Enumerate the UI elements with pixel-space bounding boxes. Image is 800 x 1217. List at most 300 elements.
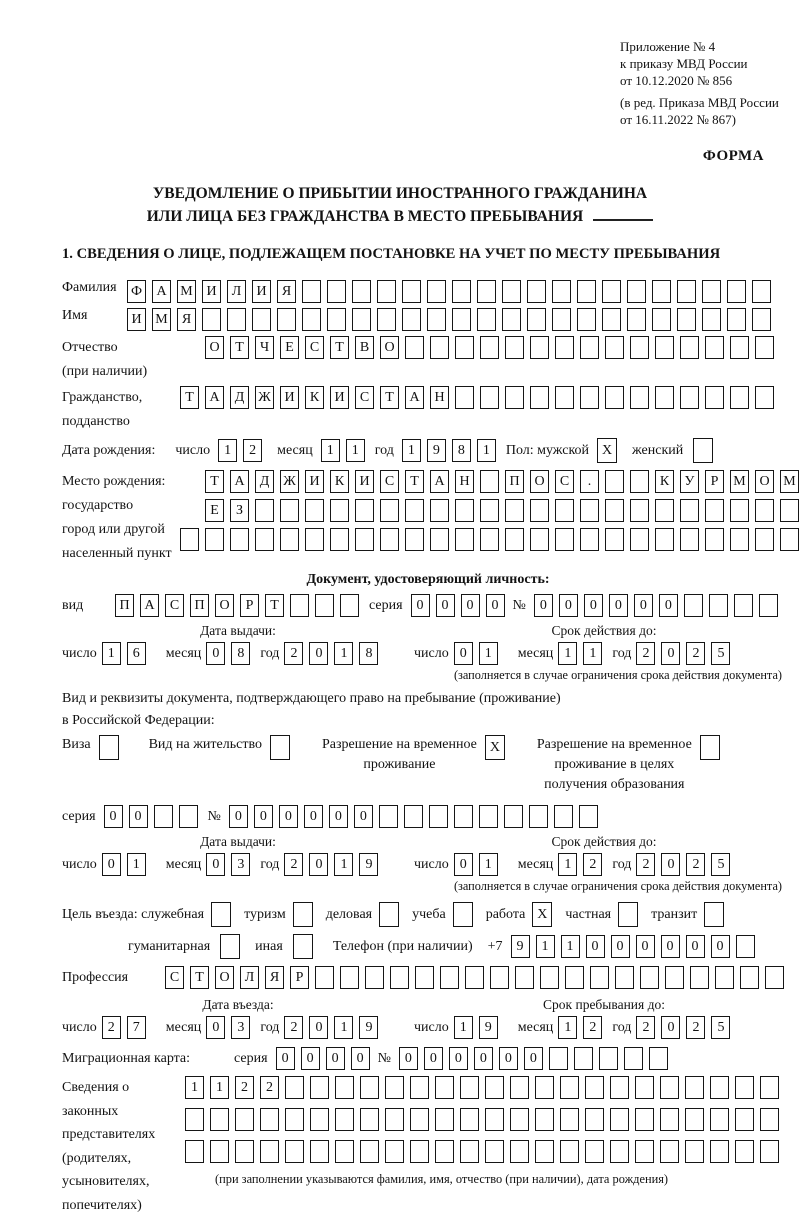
form-cell[interactable] bbox=[227, 308, 246, 331]
form-cell[interactable] bbox=[360, 1108, 379, 1131]
form-cell[interactable]: О bbox=[530, 470, 549, 493]
form-cell[interactable] bbox=[485, 1076, 504, 1099]
form-cell[interactable] bbox=[505, 336, 524, 359]
form-cell[interactable]: 2 bbox=[686, 1016, 705, 1039]
form-cell[interactable] bbox=[635, 1140, 654, 1163]
form-cell[interactable]: 1 bbox=[334, 853, 353, 876]
form-cell[interactable] bbox=[440, 966, 459, 989]
form-cell[interactable] bbox=[752, 280, 771, 303]
form-cell[interactable] bbox=[585, 1076, 604, 1099]
form-cell[interactable]: 0 bbox=[104, 805, 123, 828]
form-cell[interactable] bbox=[660, 1140, 679, 1163]
form-cell[interactable]: 6 bbox=[127, 642, 146, 665]
form-cell[interactable]: 0 bbox=[329, 805, 348, 828]
form-cell[interactable] bbox=[385, 1108, 404, 1131]
purpose-transit-checkbox[interactable] bbox=[704, 902, 724, 927]
form-cell[interactable] bbox=[759, 594, 778, 617]
form-cell[interactable]: 1 bbox=[536, 935, 555, 958]
form-cell[interactable] bbox=[655, 528, 674, 551]
form-cell[interactable]: С bbox=[355, 386, 374, 409]
form-cell[interactable]: О bbox=[755, 470, 774, 493]
form-cell[interactable] bbox=[630, 470, 649, 493]
form-cell[interactable]: Р bbox=[705, 470, 724, 493]
form-cell[interactable]: Е bbox=[280, 336, 299, 359]
form-cell[interactable] bbox=[555, 336, 574, 359]
form-cell[interactable]: 3 bbox=[231, 1016, 250, 1039]
form-cell[interactable]: Т bbox=[230, 336, 249, 359]
form-cell[interactable] bbox=[405, 336, 424, 359]
form-cell[interactable]: 0 bbox=[486, 594, 505, 617]
form-cell[interactable]: 7 bbox=[127, 1016, 146, 1039]
form-cell[interactable]: 0 bbox=[499, 1047, 518, 1070]
form-cell[interactable] bbox=[660, 1076, 679, 1099]
form-cell[interactable]: Т bbox=[205, 470, 224, 493]
form-cell[interactable] bbox=[555, 386, 574, 409]
form-cell[interactable] bbox=[277, 308, 296, 331]
form-cell[interactable] bbox=[599, 1047, 618, 1070]
form-cell[interactable]: С bbox=[165, 966, 184, 989]
form-cell[interactable] bbox=[705, 386, 724, 409]
form-cell[interactable] bbox=[710, 1140, 729, 1163]
form-cell[interactable] bbox=[630, 386, 649, 409]
form-cell[interactable] bbox=[730, 386, 749, 409]
form-cell[interactable] bbox=[330, 528, 349, 551]
form-cell[interactable] bbox=[680, 386, 699, 409]
form-cell[interactable] bbox=[327, 308, 346, 331]
form-cell[interactable] bbox=[365, 966, 384, 989]
form-cell[interactable] bbox=[460, 1076, 479, 1099]
form-cell[interactable] bbox=[740, 966, 759, 989]
form-cell[interactable]: М bbox=[780, 470, 799, 493]
form-cell[interactable]: 2 bbox=[636, 853, 655, 876]
form-cell[interactable]: И bbox=[355, 470, 374, 493]
form-cell[interactable] bbox=[685, 1140, 704, 1163]
form-cell[interactable] bbox=[429, 805, 448, 828]
purpose-tourism-checkbox[interactable] bbox=[293, 902, 313, 927]
form-cell[interactable] bbox=[385, 1076, 404, 1099]
form-cell[interactable] bbox=[560, 1076, 579, 1099]
form-cell[interactable] bbox=[505, 386, 524, 409]
form-cell[interactable] bbox=[315, 594, 334, 617]
form-cell[interactable]: 0 bbox=[686, 935, 705, 958]
form-cell[interactable] bbox=[452, 308, 471, 331]
form-cell[interactable] bbox=[327, 280, 346, 303]
form-cell[interactable]: Д bbox=[255, 470, 274, 493]
form-cell[interactable]: Ж bbox=[255, 386, 274, 409]
form-cell[interactable]: 9 bbox=[359, 1016, 378, 1039]
form-cell[interactable]: 1 bbox=[558, 1016, 577, 1039]
form-cell[interactable] bbox=[530, 386, 549, 409]
form-cell[interactable] bbox=[385, 1140, 404, 1163]
form-cell[interactable] bbox=[727, 308, 746, 331]
form-cell[interactable]: С bbox=[380, 470, 399, 493]
form-cell[interactable] bbox=[760, 1108, 779, 1131]
form-cell[interactable]: А bbox=[230, 470, 249, 493]
form-cell[interactable]: 1 bbox=[334, 642, 353, 665]
form-cell[interactable] bbox=[715, 966, 734, 989]
form-cell[interactable] bbox=[734, 594, 753, 617]
form-cell[interactable]: 0 bbox=[454, 642, 473, 665]
visa-checkbox[interactable] bbox=[99, 735, 119, 760]
form-cell[interactable] bbox=[690, 966, 709, 989]
form-cell[interactable]: 8 bbox=[231, 642, 250, 665]
form-cell[interactable] bbox=[310, 1140, 329, 1163]
form-cell[interactable] bbox=[480, 470, 499, 493]
form-cell[interactable] bbox=[680, 499, 699, 522]
form-cell[interactable] bbox=[535, 1108, 554, 1131]
form-cell[interactable]: Я bbox=[177, 308, 196, 331]
form-cell[interactable] bbox=[655, 499, 674, 522]
form-cell[interactable] bbox=[210, 1140, 229, 1163]
purpose-other-checkbox[interactable] bbox=[293, 934, 313, 959]
form-cell[interactable]: У bbox=[680, 470, 699, 493]
form-cell[interactable]: П bbox=[505, 470, 524, 493]
form-cell[interactable] bbox=[735, 1076, 754, 1099]
form-cell[interactable] bbox=[552, 308, 571, 331]
form-cell[interactable] bbox=[554, 805, 573, 828]
form-cell[interactable] bbox=[685, 1076, 704, 1099]
form-cell[interactable]: 0 bbox=[636, 935, 655, 958]
form-cell[interactable]: А bbox=[205, 386, 224, 409]
form-cell[interactable] bbox=[480, 336, 499, 359]
form-cell[interactable]: 0 bbox=[279, 805, 298, 828]
form-cell[interactable] bbox=[560, 1140, 579, 1163]
form-cell[interactable]: 8 bbox=[452, 439, 471, 462]
form-cell[interactable] bbox=[290, 594, 309, 617]
purpose-work-checkbox[interactable]: X bbox=[532, 902, 552, 927]
form-cell[interactable] bbox=[530, 336, 549, 359]
form-cell[interactable] bbox=[485, 1108, 504, 1131]
form-cell[interactable]: И bbox=[202, 280, 221, 303]
form-cell[interactable]: 0 bbox=[659, 594, 678, 617]
form-cell[interactable] bbox=[574, 1047, 593, 1070]
form-cell[interactable]: 1 bbox=[346, 439, 365, 462]
form-cell[interactable] bbox=[335, 1140, 354, 1163]
form-cell[interactable] bbox=[430, 499, 449, 522]
form-cell[interactable] bbox=[684, 594, 703, 617]
form-cell[interactable] bbox=[455, 499, 474, 522]
form-cell[interactable] bbox=[730, 336, 749, 359]
form-cell[interactable] bbox=[379, 805, 398, 828]
form-cell[interactable] bbox=[460, 1108, 479, 1131]
form-cell[interactable]: 1 bbox=[454, 1016, 473, 1039]
form-cell[interactable] bbox=[510, 1140, 529, 1163]
form-cell[interactable]: О bbox=[215, 966, 234, 989]
form-cell[interactable] bbox=[435, 1076, 454, 1099]
form-cell[interactable] bbox=[630, 528, 649, 551]
form-cell[interactable]: А bbox=[405, 386, 424, 409]
form-cell[interactable] bbox=[680, 528, 699, 551]
form-cell[interactable]: 1 bbox=[185, 1076, 204, 1099]
form-cell[interactable]: П bbox=[115, 594, 134, 617]
form-cell[interactable]: 0 bbox=[711, 935, 730, 958]
form-cell[interactable] bbox=[505, 499, 524, 522]
form-cell[interactable] bbox=[210, 1108, 229, 1131]
form-cell[interactable] bbox=[560, 1108, 579, 1131]
form-cell[interactable] bbox=[735, 1140, 754, 1163]
form-cell[interactable] bbox=[377, 308, 396, 331]
form-cell[interactable] bbox=[555, 528, 574, 551]
form-cell[interactable]: 0 bbox=[584, 594, 603, 617]
form-cell[interactable] bbox=[730, 528, 749, 551]
form-cell[interactable]: И bbox=[280, 386, 299, 409]
form-cell[interactable] bbox=[710, 1076, 729, 1099]
form-cell[interactable] bbox=[352, 308, 371, 331]
form-cell[interactable] bbox=[230, 528, 249, 551]
form-cell[interactable]: Т bbox=[330, 336, 349, 359]
form-cell[interactable] bbox=[280, 499, 299, 522]
form-cell[interactable]: 0 bbox=[611, 935, 630, 958]
form-cell[interactable] bbox=[435, 1140, 454, 1163]
form-cell[interactable] bbox=[477, 280, 496, 303]
form-cell[interactable] bbox=[504, 805, 523, 828]
form-cell[interactable]: 2 bbox=[636, 1016, 655, 1039]
purpose-humanitarian-checkbox[interactable] bbox=[220, 934, 240, 959]
temp-residence-edu-checkbox[interactable] bbox=[700, 735, 720, 760]
form-cell[interactable] bbox=[685, 1108, 704, 1131]
form-cell[interactable]: 1 bbox=[558, 642, 577, 665]
form-cell[interactable] bbox=[702, 308, 721, 331]
form-cell[interactable] bbox=[330, 499, 349, 522]
form-cell[interactable]: 2 bbox=[636, 642, 655, 665]
form-cell[interactable] bbox=[610, 1076, 629, 1099]
form-cell[interactable]: 2 bbox=[686, 853, 705, 876]
form-cell[interactable] bbox=[410, 1108, 429, 1131]
form-cell[interactable] bbox=[630, 499, 649, 522]
form-cell[interactable] bbox=[280, 528, 299, 551]
form-cell[interactable] bbox=[665, 966, 684, 989]
form-cell[interactable] bbox=[585, 1140, 604, 1163]
form-cell[interactable]: Д bbox=[230, 386, 249, 409]
form-cell[interactable] bbox=[235, 1108, 254, 1131]
form-cell[interactable] bbox=[335, 1108, 354, 1131]
form-cell[interactable]: 0 bbox=[276, 1047, 295, 1070]
form-cell[interactable]: И bbox=[127, 308, 146, 331]
purpose-study-checkbox[interactable] bbox=[453, 902, 473, 927]
form-cell[interactable]: 0 bbox=[304, 805, 323, 828]
form-cell[interactable] bbox=[352, 280, 371, 303]
form-cell[interactable]: 0 bbox=[351, 1047, 370, 1070]
form-cell[interactable]: К bbox=[305, 386, 324, 409]
form-cell[interactable] bbox=[705, 528, 724, 551]
form-cell[interactable] bbox=[552, 280, 571, 303]
form-cell[interactable] bbox=[404, 805, 423, 828]
form-cell[interactable] bbox=[780, 499, 799, 522]
form-cell[interactable] bbox=[580, 499, 599, 522]
form-cell[interactable] bbox=[605, 386, 624, 409]
form-cell[interactable]: К bbox=[655, 470, 674, 493]
form-cell[interactable] bbox=[610, 1108, 629, 1131]
form-cell[interactable] bbox=[680, 336, 699, 359]
form-cell[interactable] bbox=[505, 528, 524, 551]
form-cell[interactable] bbox=[736, 935, 755, 958]
form-cell[interactable]: Л bbox=[240, 966, 259, 989]
form-cell[interactable] bbox=[235, 1140, 254, 1163]
sex-male-checkbox[interactable]: X bbox=[597, 438, 617, 463]
form-cell[interactable]: 9 bbox=[427, 439, 446, 462]
form-cell[interactable] bbox=[185, 1108, 204, 1131]
form-cell[interactable] bbox=[515, 966, 534, 989]
form-cell[interactable] bbox=[727, 280, 746, 303]
form-cell[interactable]: И bbox=[305, 470, 324, 493]
form-cell[interactable]: 0 bbox=[309, 1016, 328, 1039]
form-cell[interactable]: 0 bbox=[661, 853, 680, 876]
form-cell[interactable] bbox=[705, 499, 724, 522]
form-cell[interactable] bbox=[640, 966, 659, 989]
form-cell[interactable]: 2 bbox=[686, 642, 705, 665]
form-cell[interactable]: К bbox=[330, 470, 349, 493]
form-cell[interactable] bbox=[765, 966, 784, 989]
form-cell[interactable] bbox=[154, 805, 173, 828]
form-cell[interactable] bbox=[402, 280, 421, 303]
form-cell[interactable]: Р bbox=[290, 966, 309, 989]
form-cell[interactable] bbox=[755, 386, 774, 409]
form-cell[interactable]: Т bbox=[265, 594, 284, 617]
form-cell[interactable]: С bbox=[305, 336, 324, 359]
form-cell[interactable]: 1 bbox=[321, 439, 340, 462]
form-cell[interactable]: Т bbox=[405, 470, 424, 493]
form-cell[interactable]: 2 bbox=[284, 853, 303, 876]
form-cell[interactable]: 9 bbox=[479, 1016, 498, 1039]
form-cell[interactable] bbox=[285, 1076, 304, 1099]
form-cell[interactable]: Ж bbox=[280, 470, 299, 493]
form-cell[interactable] bbox=[360, 1140, 379, 1163]
form-cell[interactable]: 0 bbox=[206, 1016, 225, 1039]
form-cell[interactable]: М bbox=[177, 280, 196, 303]
form-cell[interactable] bbox=[460, 1140, 479, 1163]
form-cell[interactable] bbox=[565, 966, 584, 989]
purpose-business-checkbox[interactable] bbox=[379, 902, 399, 927]
form-cell[interactable] bbox=[454, 805, 473, 828]
form-cell[interactable] bbox=[755, 336, 774, 359]
form-cell[interactable] bbox=[355, 499, 374, 522]
form-cell[interactable] bbox=[652, 280, 671, 303]
form-cell[interactable] bbox=[510, 1076, 529, 1099]
form-cell[interactable] bbox=[705, 336, 724, 359]
form-cell[interactable] bbox=[480, 528, 499, 551]
form-cell[interactable] bbox=[527, 280, 546, 303]
form-cell[interactable] bbox=[752, 308, 771, 331]
form-cell[interactable] bbox=[260, 1108, 279, 1131]
form-cell[interactable] bbox=[580, 386, 599, 409]
form-cell[interactable] bbox=[502, 280, 521, 303]
form-cell[interactable] bbox=[579, 805, 598, 828]
form-cell[interactable]: 0 bbox=[559, 594, 578, 617]
form-cell[interactable]: 0 bbox=[399, 1047, 418, 1070]
form-cell[interactable]: Ф bbox=[127, 280, 146, 303]
form-cell[interactable] bbox=[529, 805, 548, 828]
form-cell[interactable]: 0 bbox=[436, 594, 455, 617]
form-cell[interactable] bbox=[755, 499, 774, 522]
form-cell[interactable] bbox=[760, 1140, 779, 1163]
form-cell[interactable] bbox=[580, 336, 599, 359]
form-cell[interactable] bbox=[355, 528, 374, 551]
form-cell[interactable] bbox=[677, 280, 696, 303]
form-cell[interactable] bbox=[202, 308, 221, 331]
form-cell[interactable]: 1 bbox=[102, 642, 121, 665]
form-cell[interactable] bbox=[480, 499, 499, 522]
form-cell[interactable] bbox=[335, 1076, 354, 1099]
form-cell[interactable]: 0 bbox=[129, 805, 148, 828]
form-cell[interactable] bbox=[605, 470, 624, 493]
form-cell[interactable]: 1 bbox=[127, 853, 146, 876]
form-cell[interactable]: 1 bbox=[479, 642, 498, 665]
form-cell[interactable] bbox=[427, 280, 446, 303]
form-cell[interactable]: 2 bbox=[284, 1016, 303, 1039]
form-cell[interactable]: . bbox=[580, 470, 599, 493]
form-cell[interactable]: А bbox=[140, 594, 159, 617]
form-cell[interactable]: 0 bbox=[609, 594, 628, 617]
form-cell[interactable] bbox=[315, 966, 334, 989]
temp-residence-checkbox[interactable]: X bbox=[485, 735, 505, 760]
form-cell[interactable] bbox=[410, 1140, 429, 1163]
form-cell[interactable] bbox=[302, 308, 321, 331]
form-cell[interactable]: 0 bbox=[634, 594, 653, 617]
form-cell[interactable] bbox=[555, 499, 574, 522]
form-cell[interactable]: 0 bbox=[229, 805, 248, 828]
form-cell[interactable] bbox=[305, 528, 324, 551]
form-cell[interactable]: 1 bbox=[218, 439, 237, 462]
form-cell[interactable] bbox=[635, 1076, 654, 1099]
form-cell[interactable] bbox=[527, 308, 546, 331]
form-cell[interactable] bbox=[730, 499, 749, 522]
form-cell[interactable] bbox=[405, 499, 424, 522]
form-cell[interactable] bbox=[660, 1108, 679, 1131]
form-cell[interactable] bbox=[252, 308, 271, 331]
form-cell[interactable]: 2 bbox=[235, 1076, 254, 1099]
form-cell[interactable] bbox=[377, 280, 396, 303]
form-cell[interactable]: 0 bbox=[461, 594, 480, 617]
form-cell[interactable] bbox=[655, 336, 674, 359]
form-cell[interactable] bbox=[310, 1076, 329, 1099]
form-cell[interactable]: В bbox=[355, 336, 374, 359]
form-cell[interactable] bbox=[655, 386, 674, 409]
form-cell[interactable]: 1 bbox=[558, 853, 577, 876]
form-cell[interactable]: 0 bbox=[309, 853, 328, 876]
form-cell[interactable]: 1 bbox=[479, 853, 498, 876]
form-cell[interactable] bbox=[427, 308, 446, 331]
form-cell[interactable] bbox=[455, 336, 474, 359]
form-cell[interactable]: Л bbox=[227, 280, 246, 303]
form-cell[interactable] bbox=[605, 499, 624, 522]
form-cell[interactable] bbox=[760, 1076, 779, 1099]
form-cell[interactable] bbox=[360, 1076, 379, 1099]
form-cell[interactable] bbox=[605, 528, 624, 551]
form-cell[interactable]: 3 bbox=[231, 853, 250, 876]
form-cell[interactable]: Я bbox=[277, 280, 296, 303]
form-cell[interactable]: 8 bbox=[359, 642, 378, 665]
form-cell[interactable] bbox=[755, 528, 774, 551]
form-cell[interactable] bbox=[602, 280, 621, 303]
form-cell[interactable]: 9 bbox=[359, 853, 378, 876]
form-cell[interactable]: Н bbox=[430, 386, 449, 409]
form-cell[interactable]: 0 bbox=[254, 805, 273, 828]
form-cell[interactable]: 2 bbox=[260, 1076, 279, 1099]
form-cell[interactable]: Н bbox=[455, 470, 474, 493]
form-cell[interactable]: 0 bbox=[454, 853, 473, 876]
form-cell[interactable]: 0 bbox=[309, 642, 328, 665]
form-cell[interactable]: О bbox=[380, 336, 399, 359]
form-cell[interactable] bbox=[615, 966, 634, 989]
form-cell[interactable] bbox=[510, 1108, 529, 1131]
form-cell[interactable]: 0 bbox=[661, 1016, 680, 1039]
form-cell[interactable] bbox=[635, 1108, 654, 1131]
purpose-private-checkbox[interactable] bbox=[618, 902, 638, 927]
form-cell[interactable] bbox=[380, 528, 399, 551]
form-cell[interactable] bbox=[577, 308, 596, 331]
form-cell[interactable] bbox=[590, 966, 609, 989]
form-cell[interactable] bbox=[480, 386, 499, 409]
